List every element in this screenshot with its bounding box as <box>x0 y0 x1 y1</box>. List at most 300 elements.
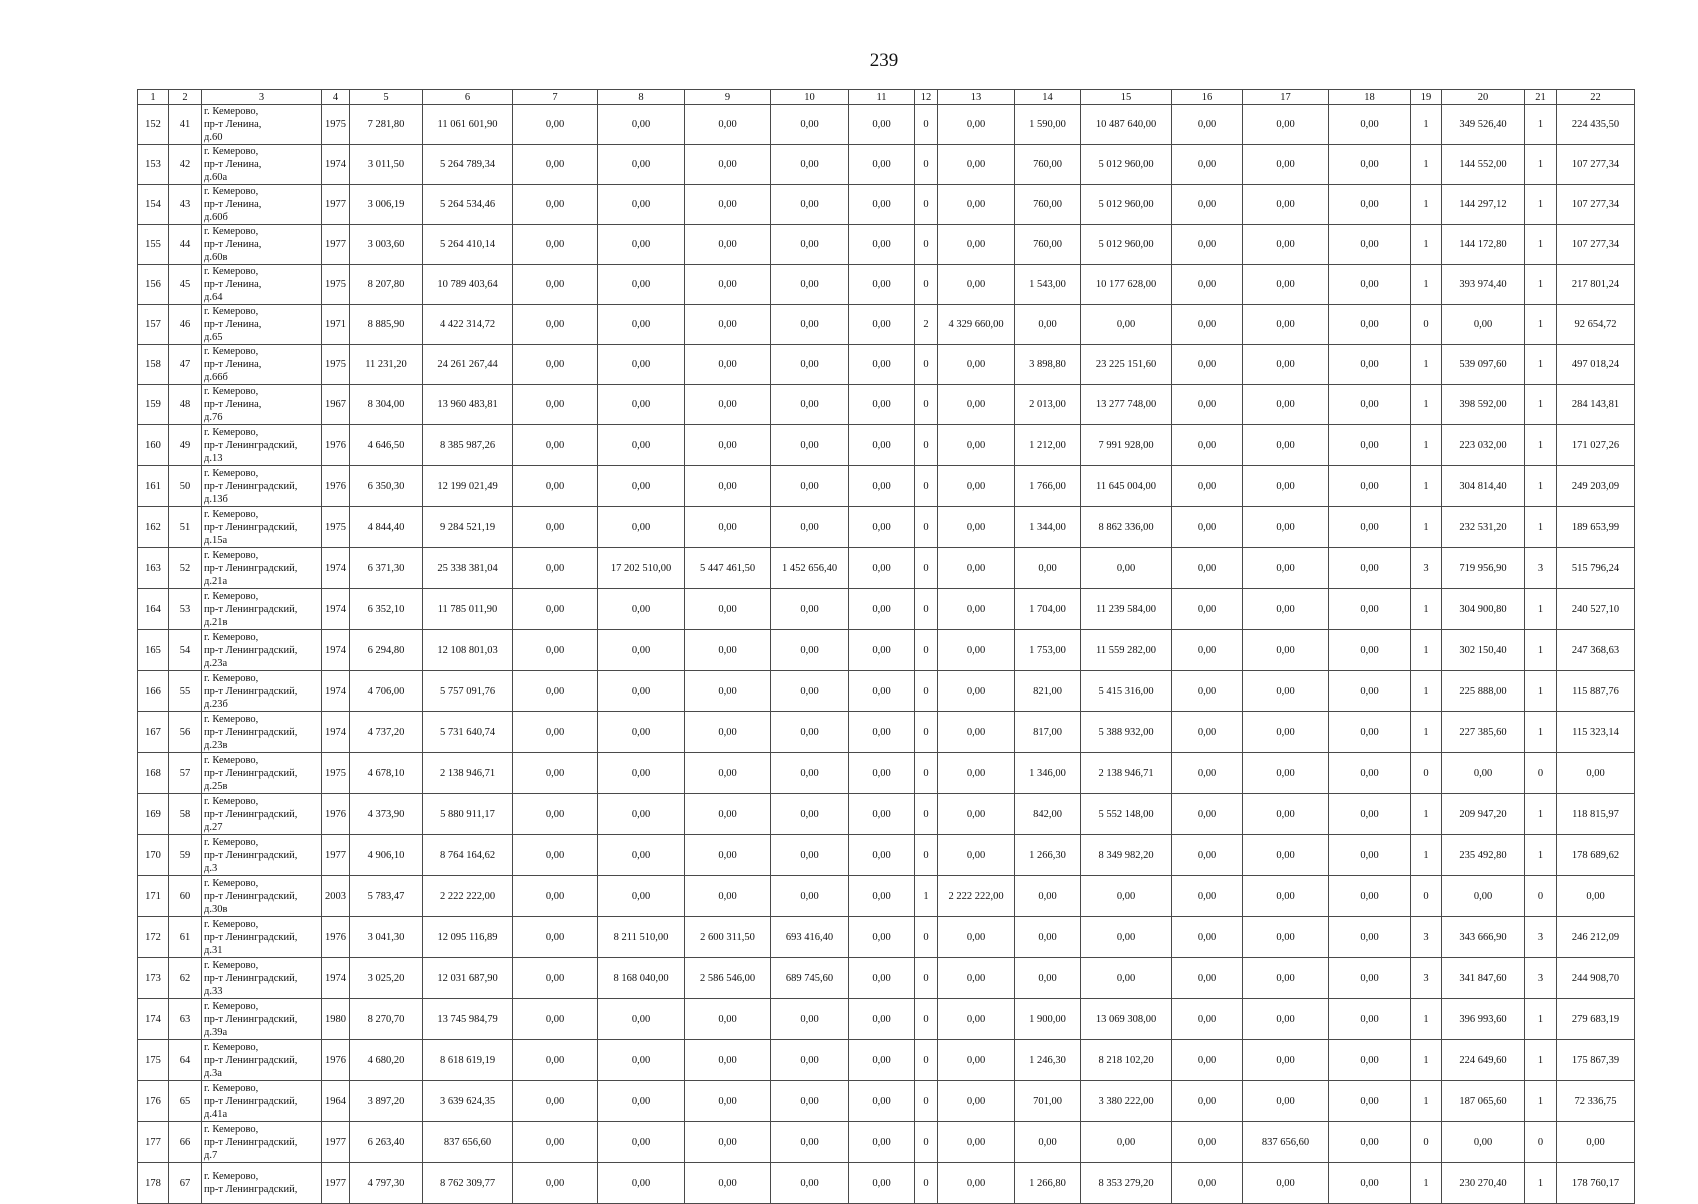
cell-col-1: 155 <box>138 225 169 265</box>
cell-col-10: 0,00 <box>771 876 849 917</box>
table-row <box>138 507 1635 548</box>
cell-col-13: 0,00 <box>938 753 1015 794</box>
cell-col-12: 0 <box>915 794 938 835</box>
cell-col-11: 0,00 <box>849 999 915 1040</box>
cell-col-7: 0,00 <box>513 1163 598 1204</box>
cell-col-18: 0,00 <box>1329 630 1411 671</box>
cell-col-4: 1976 <box>322 794 350 835</box>
cell-col-16: 0,00 <box>1172 753 1243 794</box>
cell-col-17: 0,00 <box>1243 1163 1329 1204</box>
cell-col-5: 6 352,10 <box>350 589 423 630</box>
cell-col-1: 172 <box>138 917 169 958</box>
cell-col-5: 6 294,80 <box>350 630 423 671</box>
cell-col-22: 115 323,14 <box>1557 712 1635 753</box>
cell-col-8: 0,00 <box>598 1040 685 1081</box>
cell-col-10: 0,00 <box>771 425 849 466</box>
cell-col-13: 0,00 <box>938 105 1015 145</box>
address-cell: г. Кемерово, пр-т Ленина, д.60в <box>202 225 322 265</box>
cell-col-13: 0,00 <box>938 185 1015 225</box>
cell-col-5: 4 680,20 <box>350 1040 423 1081</box>
cell-col-22: 0,00 <box>1557 753 1635 794</box>
column-number-11: 11 <box>849 90 915 105</box>
cell-col-21: 1 <box>1525 185 1557 225</box>
cell-col-7: 0,00 <box>513 225 598 265</box>
cell-col-11: 0,00 <box>849 1081 915 1122</box>
cell-col-8: 0,00 <box>598 835 685 876</box>
cell-col-13: 4 329 660,00 <box>938 305 1015 345</box>
cell-col-20: 224 649,60 <box>1442 1040 1525 1081</box>
cell-col-21: 3 <box>1525 548 1557 589</box>
table-row <box>138 958 1635 999</box>
cell-col-18: 0,00 <box>1329 548 1411 589</box>
cell-col-9: 0,00 <box>685 630 771 671</box>
cell-col-1: 167 <box>138 712 169 753</box>
cell-col-4: 1974 <box>322 548 350 589</box>
cell-col-9: 0,00 <box>685 1122 771 1163</box>
cell-col-15: 13 069 308,00 <box>1081 999 1172 1040</box>
column-number-4: 4 <box>322 90 350 105</box>
cell-col-21: 1 <box>1525 999 1557 1040</box>
cell-col-8: 0,00 <box>598 876 685 917</box>
cell-col-8: 0,00 <box>598 185 685 225</box>
cell-col-17: 0,00 <box>1243 1081 1329 1122</box>
cell-col-22: 247 368,63 <box>1557 630 1635 671</box>
cell-col-1: 157 <box>138 305 169 345</box>
cell-col-22: 515 796,24 <box>1557 548 1635 589</box>
cell-col-17: 0,00 <box>1243 145 1329 185</box>
cell-col-12: 1 <box>915 876 938 917</box>
cell-col-16: 0,00 <box>1172 876 1243 917</box>
cell-col-12: 0 <box>915 425 938 466</box>
cell-col-8: 0,00 <box>598 630 685 671</box>
cell-col-5: 4 646,50 <box>350 425 423 466</box>
cell-col-11: 0,00 <box>849 507 915 548</box>
cell-col-14: 1 246,30 <box>1015 1040 1081 1081</box>
cell-col-20: 0,00 <box>1442 876 1525 917</box>
cell-col-20: 341 847,60 <box>1442 958 1525 999</box>
cell-col-18: 0,00 <box>1329 589 1411 630</box>
cell-col-4: 1964 <box>322 1081 350 1122</box>
cell-col-17: 0,00 <box>1243 345 1329 385</box>
cell-col-1: 166 <box>138 671 169 712</box>
cell-col-21: 1 <box>1525 589 1557 630</box>
cell-col-9: 0,00 <box>685 999 771 1040</box>
cell-col-6: 2 138 946,71 <box>423 753 513 794</box>
cell-col-17: 0,00 <box>1243 589 1329 630</box>
cell-col-20: 232 531,20 <box>1442 507 1525 548</box>
cell-col-21: 1 <box>1525 671 1557 712</box>
cell-col-2: 45 <box>169 265 202 305</box>
cell-col-18: 0,00 <box>1329 345 1411 385</box>
cell-col-15: 10 487 640,00 <box>1081 105 1172 145</box>
cell-col-11: 0,00 <box>849 345 915 385</box>
cell-col-2: 51 <box>169 507 202 548</box>
cell-col-18: 0,00 <box>1329 265 1411 305</box>
cell-col-13: 0,00 <box>938 630 1015 671</box>
cell-col-4: 1974 <box>322 589 350 630</box>
cell-col-7: 0,00 <box>513 305 598 345</box>
cell-col-2: 62 <box>169 958 202 999</box>
cell-col-18: 0,00 <box>1329 671 1411 712</box>
address-cell: г. Кемерово, пр-т Ленинградский, д.21в <box>202 589 322 630</box>
cell-col-21: 0 <box>1525 1122 1557 1163</box>
cell-col-10: 0,00 <box>771 671 849 712</box>
cell-col-1: 174 <box>138 999 169 1040</box>
cell-col-4: 1975 <box>322 753 350 794</box>
cell-col-11: 0,00 <box>849 145 915 185</box>
cell-col-15: 0,00 <box>1081 876 1172 917</box>
cell-col-11: 0,00 <box>849 305 915 345</box>
cell-col-12: 0 <box>915 835 938 876</box>
cell-col-14: 1 212,00 <box>1015 425 1081 466</box>
cell-col-10: 0,00 <box>771 466 849 507</box>
table-row <box>138 1040 1635 1081</box>
cell-col-12: 0 <box>915 185 938 225</box>
cell-col-22: 0,00 <box>1557 1122 1635 1163</box>
cell-col-4: 1975 <box>322 105 350 145</box>
cell-col-14: 0,00 <box>1015 917 1081 958</box>
cell-col-6: 13 960 483,81 <box>423 385 513 425</box>
column-number-17: 17 <box>1243 90 1329 105</box>
cell-col-8: 0,00 <box>598 794 685 835</box>
cell-col-2: 65 <box>169 1081 202 1122</box>
cell-col-5: 6 263,40 <box>350 1122 423 1163</box>
cell-col-11: 0,00 <box>849 1040 915 1081</box>
cell-col-9: 0,00 <box>685 671 771 712</box>
cell-col-21: 1 <box>1525 145 1557 185</box>
cell-col-4: 1976 <box>322 425 350 466</box>
cell-col-17: 0,00 <box>1243 917 1329 958</box>
cell-col-19: 1 <box>1411 835 1442 876</box>
cell-col-9: 0,00 <box>685 466 771 507</box>
cell-col-20: 227 385,60 <box>1442 712 1525 753</box>
cell-col-16: 0,00 <box>1172 794 1243 835</box>
cell-col-7: 0,00 <box>513 753 598 794</box>
cell-col-14: 2 013,00 <box>1015 385 1081 425</box>
cell-col-9: 0,00 <box>685 105 771 145</box>
cell-col-2: 48 <box>169 385 202 425</box>
cell-col-13: 0,00 <box>938 225 1015 265</box>
cell-col-2: 52 <box>169 548 202 589</box>
cell-col-8: 0,00 <box>598 671 685 712</box>
cell-col-20: 230 270,40 <box>1442 1163 1525 1204</box>
cell-col-14: 760,00 <box>1015 185 1081 225</box>
cell-col-18: 0,00 <box>1329 1122 1411 1163</box>
cell-col-19: 1 <box>1411 794 1442 835</box>
cell-col-11: 0,00 <box>849 794 915 835</box>
cell-col-20: 393 974,40 <box>1442 265 1525 305</box>
cell-col-13: 0,00 <box>938 385 1015 425</box>
cell-col-5: 3 897,20 <box>350 1081 423 1122</box>
cell-col-8: 0,00 <box>598 589 685 630</box>
table-body <box>138 105 1635 1204</box>
cell-col-5: 3 041,30 <box>350 917 423 958</box>
cell-col-5: 3 011,50 <box>350 145 423 185</box>
column-number-8: 8 <box>598 90 685 105</box>
cell-col-13: 2 222 222,00 <box>938 876 1015 917</box>
cell-col-5: 8 885,90 <box>350 305 423 345</box>
cell-col-4: 1974 <box>322 712 350 753</box>
cell-col-21: 1 <box>1525 1163 1557 1204</box>
cell-col-15: 0,00 <box>1081 917 1172 958</box>
address-cell: г. Кемерово, пр-т Ленинградский, д.13 <box>202 425 322 466</box>
cell-col-19: 1 <box>1411 1163 1442 1204</box>
cell-col-21: 1 <box>1525 225 1557 265</box>
cell-col-15: 5 012 960,00 <box>1081 145 1172 185</box>
cell-col-10: 0,00 <box>771 265 849 305</box>
address-cell: г. Кемерово, пр-т Ленинградский, д.23б <box>202 671 322 712</box>
cell-col-9: 0,00 <box>685 876 771 917</box>
cell-col-9: 0,00 <box>685 712 771 753</box>
address-cell: г. Кемерово, пр-т Ленинградский, д.7 <box>202 1122 322 1163</box>
cell-col-17: 0,00 <box>1243 999 1329 1040</box>
cell-col-16: 0,00 <box>1172 671 1243 712</box>
cell-col-16: 0,00 <box>1172 589 1243 630</box>
cell-col-22: 107 277,34 <box>1557 225 1635 265</box>
cell-col-21: 1 <box>1525 507 1557 548</box>
cell-col-20: 225 888,00 <box>1442 671 1525 712</box>
cell-col-10: 0,00 <box>771 305 849 345</box>
cell-col-12: 0 <box>915 466 938 507</box>
cell-col-15: 0,00 <box>1081 1122 1172 1163</box>
cell-col-9: 0,00 <box>685 305 771 345</box>
cell-col-6: 5 757 091,76 <box>423 671 513 712</box>
cell-col-7: 0,00 <box>513 1122 598 1163</box>
cell-col-18: 0,00 <box>1329 794 1411 835</box>
cell-col-11: 0,00 <box>849 630 915 671</box>
cell-col-21: 1 <box>1525 1081 1557 1122</box>
cell-col-19: 1 <box>1411 105 1442 145</box>
cell-col-20: 0,00 <box>1442 1122 1525 1163</box>
cell-col-7: 0,00 <box>513 466 598 507</box>
cell-col-7: 0,00 <box>513 507 598 548</box>
cell-col-12: 0 <box>915 630 938 671</box>
cell-col-10: 0,00 <box>771 835 849 876</box>
cell-col-7: 0,00 <box>513 1040 598 1081</box>
cell-col-21: 1 <box>1525 466 1557 507</box>
cell-col-13: 0,00 <box>938 1122 1015 1163</box>
cell-col-1: 177 <box>138 1122 169 1163</box>
cell-col-4: 1976 <box>322 466 350 507</box>
cell-col-11: 0,00 <box>849 185 915 225</box>
cell-col-9: 2 600 311,50 <box>685 917 771 958</box>
cell-col-17: 0,00 <box>1243 876 1329 917</box>
cell-col-1: 160 <box>138 425 169 466</box>
cell-col-7: 0,00 <box>513 876 598 917</box>
cell-col-6: 8 764 164,62 <box>423 835 513 876</box>
table-row <box>138 589 1635 630</box>
cell-col-14: 0,00 <box>1015 1122 1081 1163</box>
cell-col-9: 0,00 <box>685 385 771 425</box>
cell-col-17: 0,00 <box>1243 794 1329 835</box>
cell-col-16: 0,00 <box>1172 548 1243 589</box>
cell-col-4: 1974 <box>322 145 350 185</box>
cell-col-17: 0,00 <box>1243 753 1329 794</box>
table-row <box>138 630 1635 671</box>
column-number-12: 12 <box>915 90 938 105</box>
cell-col-5: 4 737,20 <box>350 712 423 753</box>
cell-col-9: 0,00 <box>685 753 771 794</box>
cell-col-13: 0,00 <box>938 794 1015 835</box>
cell-col-6: 5 264 534,46 <box>423 185 513 225</box>
cell-col-21: 1 <box>1525 1040 1557 1081</box>
cell-col-15: 10 177 628,00 <box>1081 265 1172 305</box>
cell-col-20: 223 032,00 <box>1442 425 1525 466</box>
cell-col-6: 3 639 624,35 <box>423 1081 513 1122</box>
cell-col-1: 169 <box>138 794 169 835</box>
cell-col-14: 1 346,00 <box>1015 753 1081 794</box>
cell-col-13: 0,00 <box>938 466 1015 507</box>
cell-col-18: 0,00 <box>1329 835 1411 876</box>
cell-col-21: 1 <box>1525 305 1557 345</box>
cell-col-14: 1 543,00 <box>1015 265 1081 305</box>
cell-col-15: 8 349 982,20 <box>1081 835 1172 876</box>
table-row <box>138 876 1635 917</box>
cell-col-16: 0,00 <box>1172 630 1243 671</box>
cell-col-11: 0,00 <box>849 671 915 712</box>
cell-col-8: 0,00 <box>598 425 685 466</box>
cell-col-22: 284 143,81 <box>1557 385 1635 425</box>
cell-col-15: 5 415 316,00 <box>1081 671 1172 712</box>
cell-col-4: 1975 <box>322 507 350 548</box>
cell-col-19: 1 <box>1411 466 1442 507</box>
cell-col-16: 0,00 <box>1172 1163 1243 1204</box>
cell-col-20: 187 065,60 <box>1442 1081 1525 1122</box>
cell-col-19: 3 <box>1411 548 1442 589</box>
cell-col-10: 0,00 <box>771 712 849 753</box>
column-number-20: 20 <box>1442 90 1525 105</box>
cell-col-10: 0,00 <box>771 1122 849 1163</box>
cell-col-4: 1974 <box>322 958 350 999</box>
cell-col-8: 8 211 510,00 <box>598 917 685 958</box>
cell-col-7: 0,00 <box>513 185 598 225</box>
address-cell: г. Кемерово, пр-т Ленинградский, д.23в <box>202 712 322 753</box>
cell-col-14: 0,00 <box>1015 305 1081 345</box>
cell-col-2: 46 <box>169 305 202 345</box>
cell-col-4: 1974 <box>322 630 350 671</box>
cell-col-1: 159 <box>138 385 169 425</box>
cell-col-10: 689 745,60 <box>771 958 849 999</box>
cell-col-15: 7 991 928,00 <box>1081 425 1172 466</box>
cell-col-14: 1 266,30 <box>1015 835 1081 876</box>
cell-col-14: 1 900,00 <box>1015 999 1081 1040</box>
cell-col-10: 0,00 <box>771 1040 849 1081</box>
cell-col-2: 67 <box>169 1163 202 1204</box>
cell-col-4: 1977 <box>322 225 350 265</box>
cell-col-11: 0,00 <box>849 466 915 507</box>
cell-col-12: 2 <box>915 305 938 345</box>
cell-col-2: 59 <box>169 835 202 876</box>
cell-col-5: 5 783,47 <box>350 876 423 917</box>
cell-col-20: 0,00 <box>1442 305 1525 345</box>
cell-col-16: 0,00 <box>1172 1040 1243 1081</box>
cell-col-19: 0 <box>1411 1122 1442 1163</box>
cell-col-15: 8 218 102,20 <box>1081 1040 1172 1081</box>
cell-col-6: 12 031 687,90 <box>423 958 513 999</box>
cell-col-20: 719 956,90 <box>1442 548 1525 589</box>
cell-col-1: 170 <box>138 835 169 876</box>
cell-col-11: 0,00 <box>849 917 915 958</box>
cell-col-14: 0,00 <box>1015 548 1081 589</box>
cell-col-2: 66 <box>169 1122 202 1163</box>
cell-col-21: 1 <box>1525 105 1557 145</box>
cell-col-10: 0,00 <box>771 753 849 794</box>
cell-col-12: 0 <box>915 145 938 185</box>
cell-col-17: 0,00 <box>1243 958 1329 999</box>
cell-col-8: 8 168 040,00 <box>598 958 685 999</box>
cell-col-6: 12 095 116,89 <box>423 917 513 958</box>
cell-col-22: 178 689,62 <box>1557 835 1635 876</box>
cell-col-6: 25 338 381,04 <box>423 548 513 589</box>
cell-col-10: 0,00 <box>771 1081 849 1122</box>
table-row <box>138 105 1635 145</box>
cell-col-1: 171 <box>138 876 169 917</box>
cell-col-15: 11 239 584,00 <box>1081 589 1172 630</box>
cell-col-11: 0,00 <box>849 385 915 425</box>
cell-col-20: 209 947,20 <box>1442 794 1525 835</box>
cell-col-15: 3 380 222,00 <box>1081 1081 1172 1122</box>
cell-col-12: 0 <box>915 917 938 958</box>
cell-col-15: 0,00 <box>1081 958 1172 999</box>
cell-col-2: 63 <box>169 999 202 1040</box>
table-row <box>138 305 1635 345</box>
cell-col-7: 0,00 <box>513 671 598 712</box>
cell-col-10: 0,00 <box>771 794 849 835</box>
cell-col-16: 0,00 <box>1172 185 1243 225</box>
cell-col-7: 0,00 <box>513 548 598 589</box>
cell-col-2: 44 <box>169 225 202 265</box>
cell-col-14: 1 753,00 <box>1015 630 1081 671</box>
cell-col-22: 217 801,24 <box>1557 265 1635 305</box>
cell-col-18: 0,00 <box>1329 1040 1411 1081</box>
cell-col-16: 0,00 <box>1172 425 1243 466</box>
cell-col-4: 1975 <box>322 345 350 385</box>
cell-col-11: 0,00 <box>849 712 915 753</box>
cell-col-16: 0,00 <box>1172 1122 1243 1163</box>
cell-col-18: 0,00 <box>1329 753 1411 794</box>
cell-col-10: 0,00 <box>771 225 849 265</box>
cell-col-6: 2 222 222,00 <box>423 876 513 917</box>
cell-col-22: 224 435,50 <box>1557 105 1635 145</box>
cell-col-15: 0,00 <box>1081 548 1172 589</box>
cell-col-8: 0,00 <box>598 1163 685 1204</box>
cell-col-16: 0,00 <box>1172 507 1243 548</box>
cell-col-17: 0,00 <box>1243 507 1329 548</box>
cell-col-10: 0,00 <box>771 999 849 1040</box>
cell-col-14: 701,00 <box>1015 1081 1081 1122</box>
cell-col-9: 0,00 <box>685 185 771 225</box>
cell-col-4: 1975 <box>322 265 350 305</box>
cell-col-8: 0,00 <box>598 712 685 753</box>
table-row <box>138 1122 1635 1163</box>
cell-col-7: 0,00 <box>513 345 598 385</box>
cell-col-5: 4 373,90 <box>350 794 423 835</box>
cell-col-1: 173 <box>138 958 169 999</box>
cell-col-13: 0,00 <box>938 999 1015 1040</box>
cell-col-17: 0,00 <box>1243 630 1329 671</box>
cell-col-2: 50 <box>169 466 202 507</box>
cell-col-22: 178 760,17 <box>1557 1163 1635 1204</box>
cell-col-14: 0,00 <box>1015 958 1081 999</box>
cell-col-5: 4 678,10 <box>350 753 423 794</box>
cell-col-1: 165 <box>138 630 169 671</box>
cell-col-14: 817,00 <box>1015 712 1081 753</box>
cell-col-6: 8 618 619,19 <box>423 1040 513 1081</box>
cell-col-19: 1 <box>1411 425 1442 466</box>
cell-col-10: 0,00 <box>771 105 849 145</box>
cell-col-10: 0,00 <box>771 385 849 425</box>
cell-col-7: 0,00 <box>513 835 598 876</box>
